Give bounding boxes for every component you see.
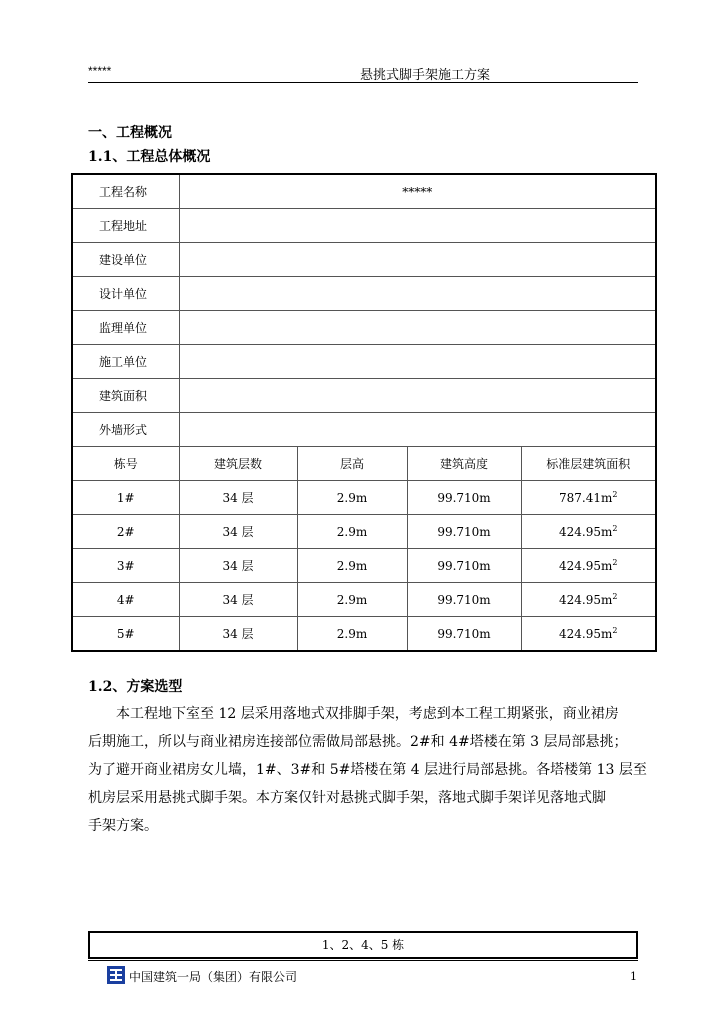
paragraph-line: 本工程地下室至 12 层采用落地式双排脚手架，考虑到本工程工期紧张，商业裙房 [116, 706, 619, 722]
row-value [179, 277, 656, 311]
floor-count: 34 层 [179, 617, 297, 652]
section-heading: 一、工程概况 [88, 125, 172, 141]
table-row [72, 379, 656, 413]
area-unit-exponent: 2 [612, 489, 618, 499]
paragraph-line: 手架方案。 [88, 818, 158, 834]
area-value: 424.95m [559, 626, 613, 641]
footer-building-box: 1、2、4、5 栋 [88, 931, 638, 959]
floor-height: 2.9m [297, 481, 407, 515]
area-unit-exponent: 2 [612, 523, 618, 533]
column-header: 层高 [297, 447, 407, 481]
floor-count: 34 层 [179, 549, 297, 583]
row-label: 建设单位 [72, 243, 179, 277]
paragraph-line: 为了避开商业裙房女儿墙，1#、3#和 5#塔楼在第 4 层进行局部悬挑。各塔楼第 13 层至 [88, 762, 647, 778]
row-value [179, 345, 656, 379]
row-label: 外墙形式 [72, 413, 179, 447]
area-unit-exponent: 2 [612, 591, 618, 601]
area-unit-exponent: 2 [612, 557, 618, 567]
company-logo-icon [107, 966, 125, 984]
area-value: 424.95m [559, 558, 613, 573]
table-row [72, 549, 656, 583]
floor-height: 2.9m [297, 583, 407, 617]
area-value: 424.95m [559, 524, 613, 539]
floor-height: 2.9m [297, 617, 407, 652]
paragraph-line: 后期施工，所以与商业裙房连接部位需做局部悬挑。2#和 4#塔楼在第 3 层局部悬挑； [88, 734, 628, 750]
paragraph-line: 机房层采用悬挑式脚手架。本方案仅针对悬挑式脚手架，落地式脚手架详见落地式脚 [88, 790, 606, 806]
column-header: 栋号 [72, 447, 179, 481]
row-value: ***** [179, 174, 656, 209]
row-value [179, 243, 656, 277]
row-value [179, 379, 656, 413]
standard-floor-area [521, 549, 656, 583]
header-title: 悬挑式脚手架施工方案 [360, 68, 491, 83]
table-row [72, 277, 656, 311]
floor-height: 2.9m [297, 515, 407, 549]
table-row [72, 345, 656, 379]
table-row [72, 413, 656, 447]
building-id: 3# [72, 549, 179, 583]
building-height: 99.710m [407, 617, 521, 652]
table-row [72, 583, 656, 617]
standard-floor-area [521, 583, 656, 617]
header-left-mark: ***** [88, 64, 112, 78]
scheme-paragraph [88, 700, 647, 840]
table-row [72, 515, 656, 549]
row-value [179, 413, 656, 447]
sub-heading-overview: 1.1、工程总体概况 [88, 149, 211, 165]
table-row [72, 617, 656, 652]
building-id: 2# [72, 515, 179, 549]
column-header: 标准层建筑面积 [521, 447, 656, 481]
row-label: 施工单位 [72, 345, 179, 379]
row-value [179, 311, 656, 345]
standard-floor-area [521, 617, 656, 652]
building-id: 4# [72, 583, 179, 617]
building-height: 99.710m [407, 549, 521, 583]
footer-rule [88, 960, 638, 961]
project-overview-table [71, 173, 657, 652]
company-name: 中国建筑一局（集团）有限公司 [129, 970, 298, 984]
area-unit-exponent: 2 [612, 625, 618, 635]
table-row [72, 311, 656, 345]
table-row [72, 481, 656, 515]
page-number: 1 [630, 970, 637, 983]
floor-count: 34 层 [179, 583, 297, 617]
column-header: 建筑层数 [179, 447, 297, 481]
row-label: 建筑面积 [72, 379, 179, 413]
standard-floor-area [521, 515, 656, 549]
table-row [72, 209, 656, 243]
row-label: 监理单位 [72, 311, 179, 345]
column-header: 建筑高度 [407, 447, 521, 481]
header-rule [88, 82, 638, 83]
area-value: 787.41m [559, 490, 613, 505]
floor-count: 34 层 [179, 515, 297, 549]
building-id: 1# [72, 481, 179, 515]
sub-heading-scheme: 1.2、方案选型 [88, 679, 183, 695]
row-label: 设计单位 [72, 277, 179, 311]
building-id: 5# [72, 617, 179, 652]
floor-count: 34 层 [179, 481, 297, 515]
building-height: 99.710m [407, 583, 521, 617]
row-value [179, 209, 656, 243]
row-label: 工程名称 [72, 174, 179, 209]
building-height: 99.710m [407, 515, 521, 549]
table-row [72, 243, 656, 277]
table-row [72, 174, 656, 209]
area-value: 424.95m [559, 592, 613, 607]
standard-floor-area [521, 481, 656, 515]
table-header-row [72, 447, 656, 481]
floor-height: 2.9m [297, 549, 407, 583]
building-height: 99.710m [407, 481, 521, 515]
row-label: 工程地址 [72, 209, 179, 243]
